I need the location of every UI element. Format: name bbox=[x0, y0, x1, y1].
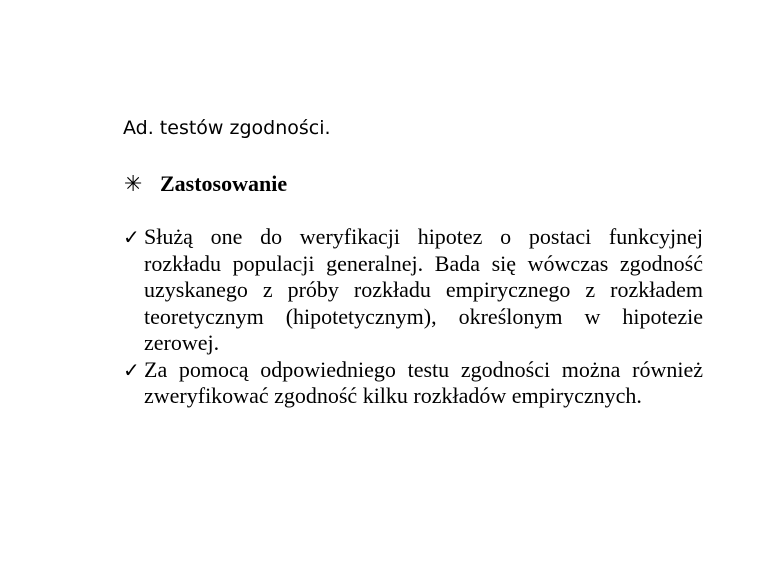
checkmark-icon: ✓ bbox=[123, 357, 140, 382]
bullet-list bbox=[123, 224, 703, 410]
slide-heading: Ad. testów zgodności. bbox=[123, 117, 331, 139]
bullet-item bbox=[123, 224, 703, 357]
bullet-text bbox=[144, 357, 703, 410]
bullet-line: zerowej. bbox=[144, 330, 220, 355]
bullet-line: rozkładu populacji generalnej. Bada się wówczas zgodność bbox=[144, 250, 703, 276]
bullet-item bbox=[123, 357, 703, 410]
bullet-text bbox=[144, 224, 703, 357]
asterisk-icon: ✳ bbox=[124, 171, 143, 197]
checkmark-icon: ✓ bbox=[123, 225, 140, 249]
section-title-row bbox=[124, 170, 287, 198]
bullet-line: zweryfikować zgodność kilku rozkładów empirycznych. bbox=[144, 383, 642, 408]
bullet-line: teoretycznym (hipotetycznym), określonym w hipotezie bbox=[144, 303, 703, 329]
bullet-line: Służą one do weryfikacji hipotez o postaci funkcyjnej bbox=[144, 224, 703, 249]
bullet-line: uzyskanego z próby rozkładu empirycznego z rozkładem bbox=[144, 277, 703, 302]
bullet-line: Za pomocą odpowiedniego testu zgodności można również bbox=[144, 356, 703, 382]
section-title: Zastosowanie bbox=[160, 171, 288, 196]
